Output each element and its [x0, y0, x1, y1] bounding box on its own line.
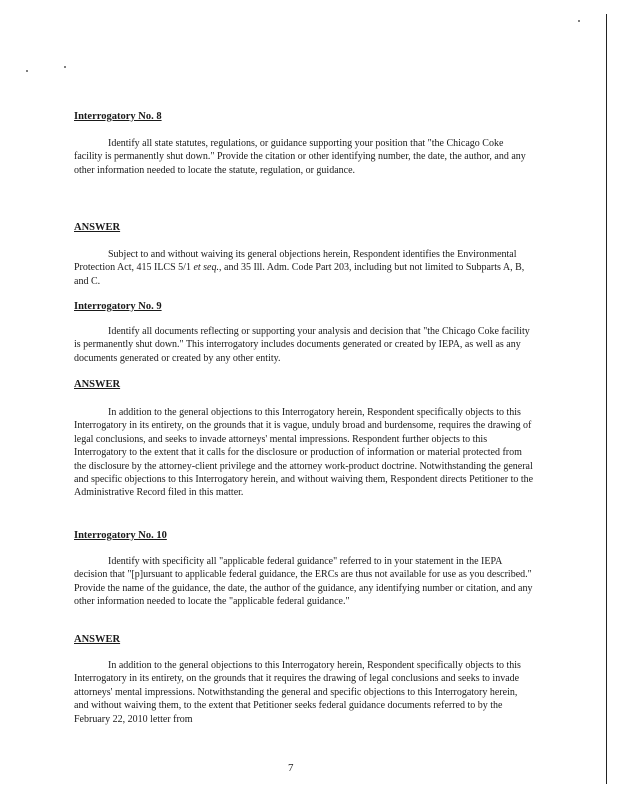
- scan-speck: [578, 20, 580, 22]
- section-body: Identify all state statutes, regulations, or guidance supporting your position that "the Chicago Coke facility is permanently shut down." Provide the citation or other identifying number, the date, the author, and any other information needed to locate the statute, regulation, or guidance.: [74, 138, 526, 176]
- section-body: Identify with specificity all "applicable federal guidance" referred to in your statement in the IEPA decision that "[p]ursuant to applicable federal guidance, the ERCs are thus not available for use as you described." Provide the name of the guidance, the date, the author of the guidance, any identifying number or citation, and any other information needed to locate the "applicable federal guidance.": [74, 556, 533, 608]
- scan-speck: [64, 66, 66, 68]
- page-number: 7: [288, 762, 294, 774]
- section-heading: Interrogatory No. 8: [74, 111, 162, 122]
- scan-speck: [26, 70, 28, 72]
- section-body: Subject to and without waiving its general objections herein, Respondent identifies the Environmental Protection Act, 415 ILCS 5/1 et seq., and 35 Ill. Adm. Code Part 203, including but not limited to Subparts A, B, and C.: [74, 249, 525, 287]
- section-body: In addition to the general objections to this Interrogatory herein, Respondent specifically objects to this Interrogatory in its entirety, on the grounds that it is vague, unduly broad and burdensome, requires the drawing of legal conclusions, and seeks to invade attorneys' mental impressions. Respondent further objects to this Interrogatory to the extent that it calls for the disclosure or production of information or material protected from the disclosure by the attorney-client privilege and the attorney work-product doctrine. Notwithstanding the general and specific objections to this Interrogatory herein, and without waiving them, Respondent directs Petitioner to the Administrative Record filed in this matter.: [74, 407, 534, 499]
- page-edge-rule: [606, 14, 607, 784]
- section-heading: Interrogatory No. 10: [74, 530, 167, 541]
- section-heading: ANSWER: [74, 379, 121, 390]
- section-heading: Interrogatory No. 9: [74, 301, 162, 312]
- section-heading: ANSWER: [74, 634, 121, 645]
- section-heading: ANSWER: [74, 222, 121, 233]
- section-body: In addition to the general objections to this Interrogatory herein, Respondent specifically objects to this Interrogatory in its entirety, on the grounds that it requires the drawing of legal conclusions and seeks to invade attorneys' mental impressions. Notwithstanding the general and specific objections to this Interrogatory herein, and without waiving them, to the extent that Petitioner seeks federal guidance documents referred to by the February 22, 2010 letter from: [74, 660, 521, 725]
- section-body: Identify all documents reflecting or supporting your analysis and decision that "the Chicago Coke facility is permanently shut down." This interrogatory includes documents generated or created by IEPA, as well as any documents generated or created by any other entity.: [74, 326, 530, 364]
